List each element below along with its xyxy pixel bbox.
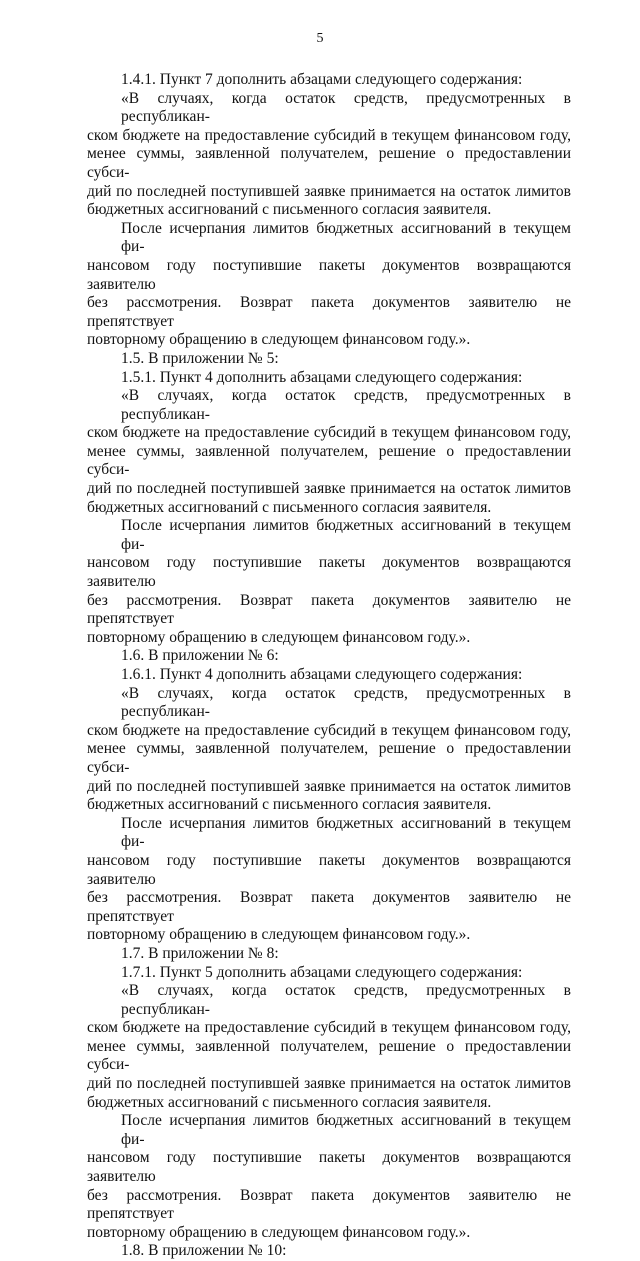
text-line: без рассмотрения. Возврат пакета документов заявителю не препятствует	[87, 591, 571, 628]
text-line: бюджетных ассигнований с письменного согласия заявителя.	[87, 1093, 492, 1111]
text-line: дий по последней поступившей заявке принимается на остаток лимитов	[87, 777, 571, 795]
text-line: дий по последней поступившей заявке принимается на остаток лимитов	[87, 182, 571, 200]
paragraph	[87, 982, 571, 1112]
text-line: «В случаях, когда остаток средств, предусмотренных в республикан-	[121, 387, 571, 423]
text-line: 1.5.1. Пункт 4 дополнить абзацами следующего содержания:	[121, 368, 523, 386]
text-line: После исчерпания лимитов бюджетных ассигнований в текущем фи-	[121, 1112, 571, 1148]
section-heading	[87, 1242, 571, 1261]
text-line: 1.6. В приложении № 6:	[121, 647, 279, 665]
text-line: бюджетных ассигнований с письменного согласия заявителя.	[87, 796, 492, 814]
text-line: нансовом году поступившие пакеты документов возвращаются заявителю	[87, 256, 571, 293]
section-heading	[87, 71, 571, 90]
section-heading	[87, 350, 571, 369]
text-line: без рассмотрения. Возврат пакета документов заявителю не препятствует	[87, 294, 571, 330]
section-heading	[87, 647, 571, 666]
text-line: «В случаях, когда остаток средств, предусмотренных в республикан-	[121, 684, 571, 721]
text-line: 1.4.1. Пункт 7 дополнить абзацами следующего содержания:	[121, 71, 523, 88]
text-line: После исчерпания лимитов бюджетных ассигнований в текущем фи-	[121, 517, 571, 553]
text-line: бюджетных ассигнований с письменного согласия заявителя.	[87, 201, 492, 219]
text-line: повторному обращению в следующем финансовом году.».	[87, 926, 471, 944]
text-line: без рассмотрения. Возврат пакета документов заявителю не препятствует	[87, 889, 571, 925]
text-line: дий по последней поступившей заявке принимается на остаток лимитов	[87, 1075, 571, 1093]
text-line: ском бюджете на предоставление субсидий в текущем финансовом году,	[87, 424, 571, 442]
paragraph	[87, 90, 571, 220]
section-heading	[87, 964, 571, 983]
text-line: повторному обращению в следующем финансовом году.».	[87, 1223, 471, 1241]
text-line: ском бюджете на предоставление субсидий в текущем финансовом году,	[87, 721, 571, 739]
text-line: «В случаях, когда остаток средств, предусмотренных в республикан-	[121, 89, 571, 126]
text-line: После исчерпания лимитов бюджетных ассигнований в текущем фи-	[121, 814, 571, 851]
text-line: менее суммы, заявленной получателем, решение о предоставлении субси-	[87, 1037, 571, 1074]
text-line: без рассмотрения. Возврат пакета документов заявителю не препятствует	[87, 1186, 571, 1223]
text-line: бюджетных ассигнований с письменного согласия заявителя.	[87, 498, 492, 516]
text-line: менее суммы, заявленной получателем, решение о предоставлении субси-	[87, 145, 571, 181]
text-line: 1.8. В приложении № 10:	[121, 1242, 287, 1260]
text-line: нансовом году поступившие пакеты документов возвращаются заявителю	[87, 1149, 571, 1186]
text-line: ском бюджете на предоставление субсидий в текущем финансовом году,	[87, 126, 571, 144]
paragraph	[87, 517, 571, 647]
page-number: 5	[316, 31, 324, 46]
section-heading	[87, 945, 571, 964]
section-heading	[87, 666, 571, 685]
paragraph	[87, 220, 571, 350]
text-line: 1.5. В приложении № 5:	[121, 349, 279, 367]
text-line: нансовом году поступившие пакеты документов возвращаются заявителю	[87, 851, 571, 888]
paragraph	[87, 685, 571, 815]
paragraph	[87, 815, 571, 945]
text-line: «В случаях, когда остаток средств, предусмотренных в республикан-	[121, 982, 571, 1018]
text-line: 1.7.1. Пункт 5 дополнить абзацами следующего содержания:	[121, 963, 523, 981]
text-line: После исчерпания лимитов бюджетных ассигнований в текущем фи-	[121, 219, 571, 256]
text-line: менее суммы, заявленной получателем, решение о предоставлении субси-	[87, 442, 571, 479]
text-line: 1.6.1. Пункт 4 дополнить абзацами следующего содержания:	[121, 666, 523, 683]
paragraph	[87, 387, 571, 517]
text-line: повторному обращению в следующем финансовом году.».	[87, 331, 471, 349]
text-line: менее суммы, заявленной получателем, решение о предоставлении субси-	[87, 740, 571, 776]
document-body	[87, 71, 571, 1261]
text-line: повторному обращению в следующем финансовом году.».	[87, 628, 471, 646]
text-line: ском бюджете на предоставление субсидий в текущем финансовом году,	[87, 1019, 571, 1037]
text-line: нансовом году поступившие пакеты документов возвращаются заявителю	[87, 554, 571, 591]
text-line: дий по последней поступившей заявке принимается на остаток лимитов	[87, 480, 571, 498]
paragraph	[87, 1112, 571, 1242]
text-line: 1.7. В приложении № 8:	[121, 944, 279, 962]
section-heading	[87, 369, 571, 388]
